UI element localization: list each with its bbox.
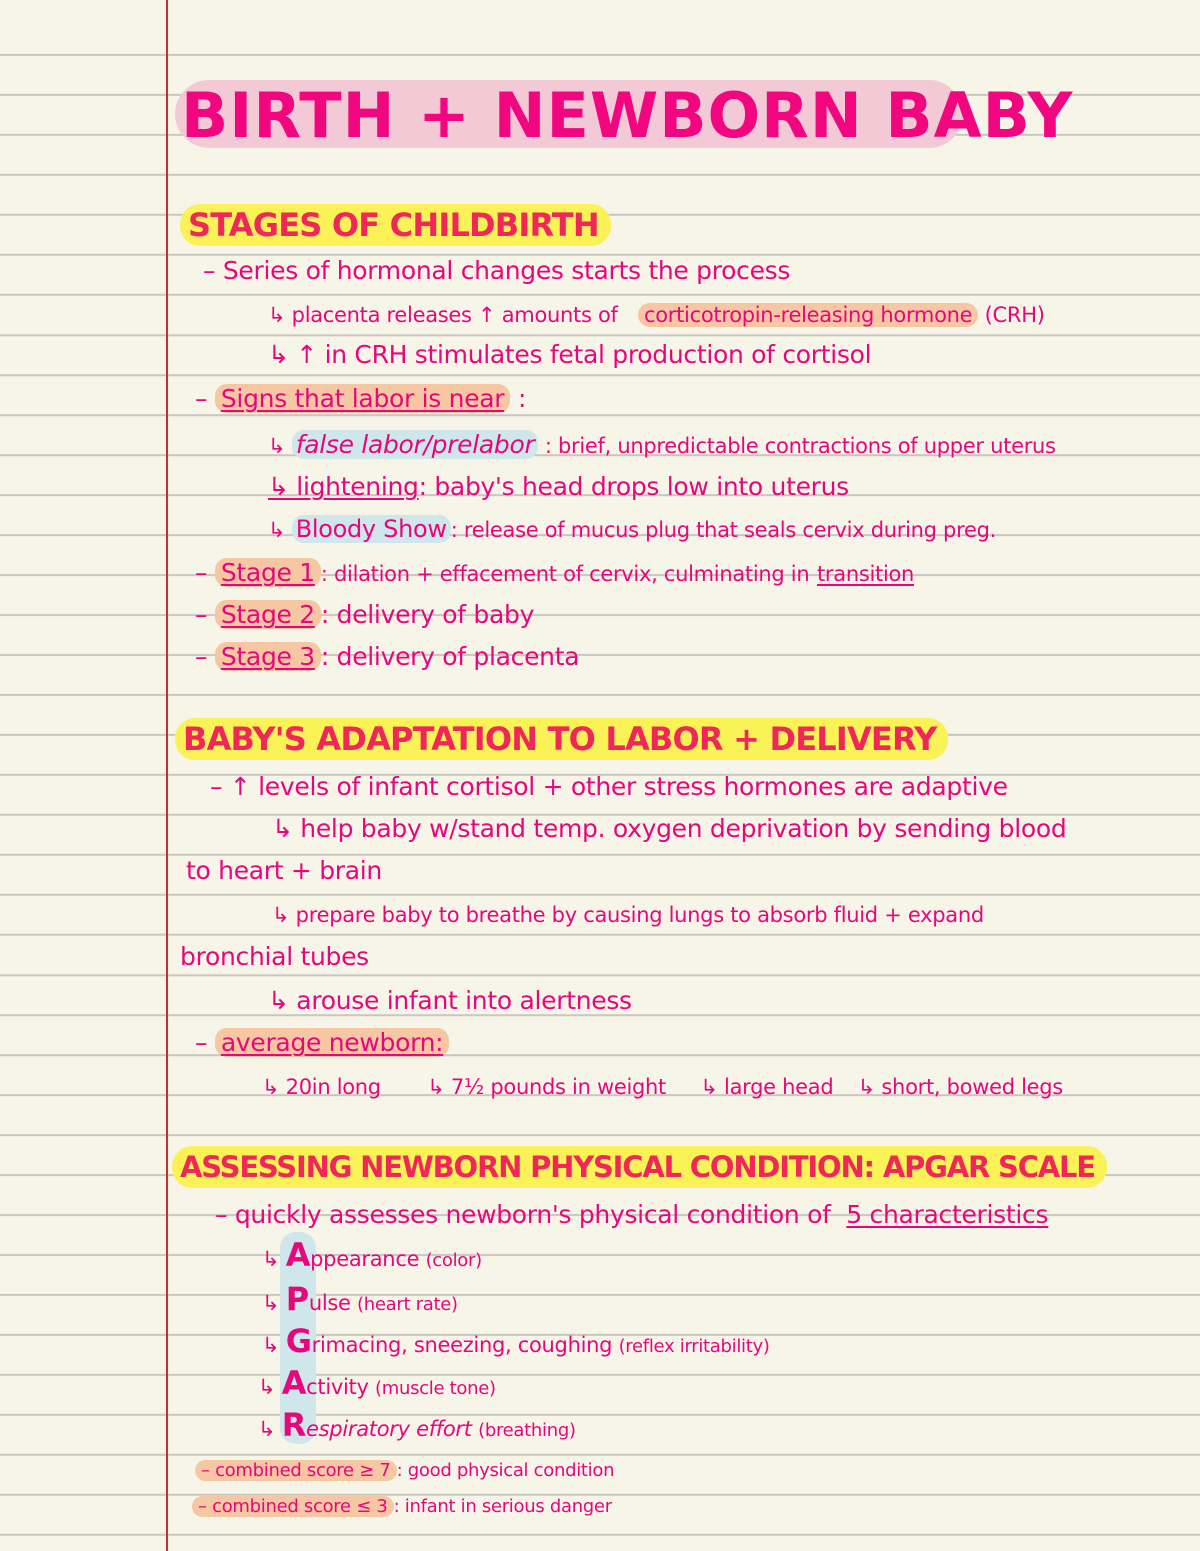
apgar-word: ctivity: [306, 1375, 369, 1399]
stages-line-7: [268, 512, 996, 547]
adaptation-line-3: to heart + brain: [186, 856, 382, 885]
dash: –: [195, 642, 208, 671]
stages-line-2: [268, 298, 1045, 332]
newborn-head: ↳ large head: [700, 1075, 834, 1099]
false-labor: false labor/prelabor: [292, 430, 539, 459]
page-title: BIRTH + NEWBORN BABY: [181, 79, 1074, 152]
adaptation-line-1: – ↑ levels of infant cortisol + other stress hormones are adaptive: [210, 772, 1008, 801]
newborn-weight: ↳ 7½ pounds in weight: [427, 1075, 666, 1099]
score-good-threshold: – combined score ≥ 7: [195, 1460, 397, 1481]
adaptation-line-5: bronchial tubes: [180, 942, 369, 971]
apgar-note: (reflex irritability): [618, 1336, 770, 1357]
apgar-word: espiratory effort: [306, 1417, 472, 1441]
adaptation-line-7: [195, 1026, 449, 1060]
apgar-letter: G: [285, 1322, 312, 1360]
false-labor-desc: : brief, unpredictable contractions of upper uterus: [544, 434, 1056, 458]
stage-3: [195, 640, 579, 674]
apgar-item-activity: [258, 1366, 496, 1406]
apgar-item-grimacing: [262, 1324, 770, 1364]
adaptation-line-2: ↳ help baby w/stand temp. oxygen deprivation by sending blood: [272, 814, 1067, 843]
arrow: ↳: [258, 1417, 276, 1441]
score-good-desc: : good physical condition: [396, 1460, 615, 1481]
crh-highlight: corticotropin-releasing hormone: [638, 303, 978, 327]
newborn-legs: ↳ short, bowed legs: [857, 1075, 1063, 1099]
stage-1: [195, 556, 914, 591]
newborn-length: ↳ 20in long: [262, 1075, 381, 1099]
stages-line-3: ↳ ↑ in CRH stimulates fetal production of cortisol: [268, 340, 872, 369]
heading-apgar: ASSESSING NEWBORN PHYSICAL CONDITION: APGAR SCALE: [172, 1146, 1107, 1188]
score-good: [195, 1454, 614, 1488]
apgar-letter: A: [285, 1236, 311, 1274]
dash: –: [195, 600, 208, 629]
average-newborn: average newborn:: [215, 1028, 449, 1057]
dash: –: [195, 1028, 208, 1057]
stages-line-2-text: ↳ placenta releases ↑ amounts of: [268, 303, 618, 327]
apgar-item-pulse: [262, 1282, 458, 1322]
apgar-note: (color): [425, 1250, 482, 1271]
apgar-note: (heart rate): [357, 1294, 458, 1315]
stage-1-label: Stage 1: [215, 558, 321, 587]
apgar-note: (muscle tone): [375, 1378, 496, 1399]
score-danger: [192, 1490, 612, 1524]
arrow: ↳: [268, 434, 286, 458]
stages-line-5: [268, 428, 1056, 463]
adaptation-line-6: ↳ arouse infant into alertness: [268, 986, 632, 1015]
lightening: ↳ lightening: [268, 472, 419, 501]
stage-2-desc: : delivery of baby: [320, 600, 535, 629]
adaptation-line-4: ↳ prepare baby to breathe by causing lungs to absorb fluid + expand: [272, 903, 984, 927]
stages-line-6: [268, 470, 849, 504]
stage-3-desc: : delivery of placenta: [320, 642, 580, 671]
apgar-word: rimacing, sneezing, coughing: [311, 1333, 613, 1357]
dash: –: [195, 384, 208, 413]
five-characteristics: 5 characteristics: [846, 1200, 1049, 1229]
score-danger-desc: : infant in serious danger: [393, 1496, 612, 1517]
apgar-letter: R: [281, 1406, 307, 1444]
stage-2-label: Stage 2: [215, 600, 321, 629]
apgar-letter: A: [281, 1364, 307, 1402]
stages-line-4: [195, 382, 526, 416]
lightening-desc: : baby's head drops low into uterus: [418, 472, 849, 501]
apgar-line-1: [215, 1198, 1048, 1232]
page-title-highlight: [175, 79, 1074, 152]
arrow: ↳: [268, 518, 286, 542]
crh-abbrev: (CRH): [984, 303, 1045, 327]
stage-3-label: Stage 3: [215, 642, 321, 671]
adaptation-line-8: [262, 1070, 1063, 1104]
score-danger-threshold: – combined score ≤ 3: [192, 1496, 394, 1517]
arrow: ↳: [262, 1247, 280, 1271]
apgar-line-1-text: – quickly assesses newborn's physical condition of: [215, 1200, 831, 1229]
stage-1-desc: : dilation + effacement of cervix, culminating in: [320, 562, 810, 586]
stage-2: [195, 598, 534, 632]
heading-stages: STAGES OF CHILDBIRTH: [180, 204, 611, 246]
bloody-show: Bloody Show: [292, 515, 451, 543]
bloody-show-desc: : release of mucus plug that seals cervix during preg.: [450, 518, 996, 542]
apgar-item-respiratory: [258, 1408, 576, 1448]
transition: transition: [817, 562, 915, 586]
apgar-word: ppearance: [310, 1247, 420, 1271]
stages-line-1: – Series of hormonal changes starts the process: [203, 256, 791, 285]
apgar-word: ulse: [308, 1291, 351, 1315]
apgar-note: (breathing): [478, 1420, 576, 1441]
apgar-item-appearance: [262, 1238, 482, 1278]
arrow: ↳: [262, 1333, 280, 1357]
apgar-letter: P: [285, 1280, 309, 1318]
dash: –: [195, 558, 208, 587]
colon: :: [517, 384, 527, 413]
arrow: ↳: [262, 1291, 280, 1315]
arrow: ↳: [258, 1375, 276, 1399]
signs-labor-near: Signs that labor is near: [215, 384, 510, 413]
heading-adaptation: BABY'S ADAPTATION TO LABOR + DELIVERY: [175, 718, 948, 760]
